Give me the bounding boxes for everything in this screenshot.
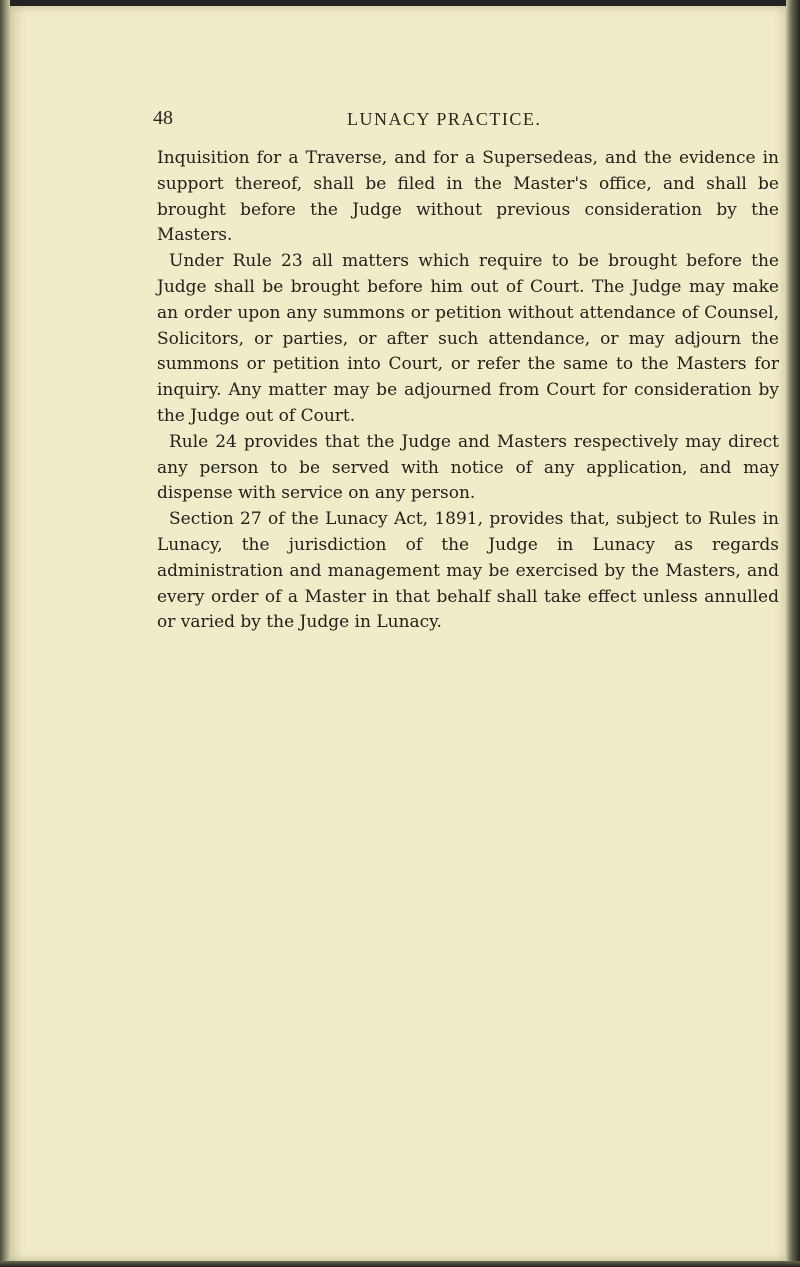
running-title: LUNACY PRACTICE. [347,109,542,129]
running-head [10,109,786,139]
page-number: 48 [153,107,173,129]
page-edge-bottom [0,1261,800,1267]
book-page [10,6,786,1261]
paragraph: Under Rule 23 all matters which require to be brought before the Judge shall be brought before him out of Court. The Judge may make an order upon any summons or petition without attendance of Counsel, Solicitors, or parties, or after such attendance, or may adjourn the summons or petition into Court, or refer the same to the Masters for inquiry. Any matter may be adjourned from Court for consideration by the Judge out of Court. [157,251,779,426]
body-text [157,146,779,636]
page-edge-right [786,0,800,1267]
page-edge-left [0,0,10,1267]
paragraph: Inquisition for a Traverse, and for a Supersedeas, and the evidence in support thereof, shall be filed in the Master's office, and shall be brought before the Judge without previous consideration by the Masters. [157,148,779,246]
paragraph: Rule 24 provides that the Judge and Masters respectively may direct any person to be served with notice of any application, and may dispense with service on any person. [157,431,779,504]
paragraph: Section 27 of the Lunacy Act, 1891, provides that, subject to Rules in Lunacy, the jurisdiction of the Judge in Lunacy as regards administration and management may be exercised by the Masters, and every order of a Master in that behalf shall take effect unless annulled or varied by the Judge in Lunacy. [157,509,779,633]
